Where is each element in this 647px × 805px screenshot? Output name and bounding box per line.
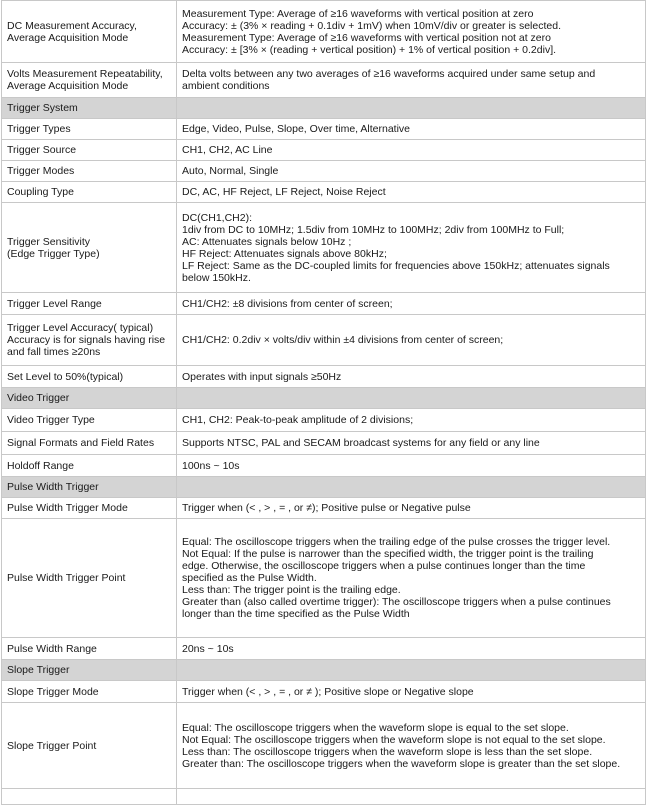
row-value: Delta volts between any two averages of ≥16 waveforms acquired under same setup and ambient conditions	[177, 63, 646, 98]
table-row	[2, 119, 646, 140]
row-value: DC(CH1,CH2): 1div from DC to 10MHz; 1.5div from 10MHz to 100MHz; 2div from 100MHz to Full; AC: Attenuates signals below 10Hz ; HF Reject: Attenuates signals above 80kHz; LF Reject: Same as the DC-coupled limits for frequencies above 150kHz; attenuates signals below 150kHz.	[177, 203, 646, 293]
row-label: Pulse Width Range	[2, 638, 177, 660]
row-label: Signal Formats and Field Rates	[2, 432, 177, 455]
section-spacer	[177, 98, 646, 119]
row-value: CH1, CH2: Peak-to-peak amplitude of 2 divisions;	[177, 409, 646, 432]
section-spacer	[177, 660, 646, 681]
row-label: Trigger Source	[2, 140, 177, 161]
row-value: Trigger when (< , > , = , or ≠ ); Positive slope or Negative slope	[177, 681, 646, 703]
section-spacer	[177, 388, 646, 409]
row-label: Trigger Modes	[2, 161, 177, 182]
row-value: Measurement Type: Average of ≥16 waveforms with vertical position at zero Accuracy: ± (3% × reading + 0.1div + 1mV) when 10mV/div or greater is selected. Measurement Type: Average of ≥16 waveforms with vertical position not at zero Accuracy: ± [3% × (reading + vertical position) + 1% of vertical position + 0.2div].	[177, 1, 646, 63]
row-value: Operates with input signals ≥50Hz	[177, 366, 646, 388]
table-row	[2, 293, 646, 315]
row-value: CH1, CH2, AC Line	[177, 140, 646, 161]
row-label: Pulse Width Trigger Point	[2, 519, 177, 638]
row-label: Volts Measurement Repeatability, Average Acquisition Mode	[2, 63, 177, 98]
section-header	[2, 388, 646, 409]
table-row	[2, 203, 646, 293]
row-label: Slope Trigger Point	[2, 703, 177, 789]
table-row	[2, 140, 646, 161]
table-row	[2, 432, 646, 455]
table-row	[2, 161, 646, 182]
row-value: Auto, Normal, Single	[177, 161, 646, 182]
row-value: Equal: The oscilloscope triggers when the waveform slope is equal to the set slope. Not Equal: The oscilloscope triggers when the waveform slope is not equal to the set slope. Less than: The oscilloscope triggers when the waveform slope is less than the set slope. Greater than: The oscilloscope triggers when the waveform slope is greater than the set slope.	[177, 703, 646, 789]
row-label: Trigger Types	[2, 119, 177, 140]
table-row	[2, 681, 646, 703]
table-row	[2, 409, 646, 432]
table-row	[2, 366, 646, 388]
row-label: Video Trigger Type	[2, 409, 177, 432]
table-row	[2, 789, 646, 805]
row-value: 100ns ~ 10s	[177, 455, 646, 477]
row-value: Supports NTSC, PAL and SECAM broadcast systems for any field or any line	[177, 432, 646, 455]
table-row	[2, 638, 646, 660]
row-label: Trigger Level Range	[2, 293, 177, 315]
table-row	[2, 182, 646, 203]
row-label: Holdoff Range	[2, 455, 177, 477]
spec-table-body	[2, 1, 646, 805]
row-value: Equal: The oscilloscope triggers when the trailing edge of the pulse crosses the trigger level. Not Equal: If the pulse is narrower than the specified width, the trigger point is the trailing edge. Otherwise, the oscilloscope triggers when a pulse continues longer than the time specified as the Pulse Width. Less than: The trigger point is the trailing edge. Greater than (also called overtime trigger): The oscilloscope triggers when a pulse continues longer than the time specified as the Pulse Width	[177, 519, 646, 638]
section-header	[2, 660, 646, 681]
row-label: Trigger Sensitivity (Edge Trigger Type)	[2, 203, 177, 293]
table-row	[2, 519, 646, 638]
section-title: Video Trigger	[2, 388, 177, 409]
row-label: Pulse Width Trigger Mode	[2, 498, 177, 519]
row-value: DC, AC, HF Reject, LF Reject, Noise Reject	[177, 182, 646, 203]
table-row	[2, 315, 646, 366]
section-header	[2, 477, 646, 498]
row-value: CH1/CH2: ±8 divisions from center of screen;	[177, 293, 646, 315]
row-value: Trigger when (< , > , = , or ≠); Positive pulse or Negative pulse	[177, 498, 646, 519]
table-row	[2, 498, 646, 519]
row-label: Trigger Level Accuracy( typical) Accuracy is for signals having rise and fall times ≥20ns	[2, 315, 177, 366]
section-spacer	[177, 477, 646, 498]
section-title: Trigger System	[2, 98, 177, 119]
row-value: 20ns ~ 10s	[177, 638, 646, 660]
row-value: Edge, Video, Pulse, Slope, Over time, Alternative	[177, 119, 646, 140]
row-label: Set Level to 50%(typical)	[2, 366, 177, 388]
table-row	[2, 703, 646, 789]
table-row	[2, 63, 646, 98]
table-row	[2, 1, 646, 63]
table-row	[2, 455, 646, 477]
row-label: Slope Trigger Mode	[2, 681, 177, 703]
spec-table	[1, 0, 646, 805]
section-header	[2, 98, 646, 119]
row-label: DC Measurement Accuracy, Average Acquisition Mode	[2, 1, 177, 63]
section-title: Slope Trigger	[2, 660, 177, 681]
row-label: Coupling Type	[2, 182, 177, 203]
row-value	[177, 789, 646, 805]
section-title: Pulse Width Trigger	[2, 477, 177, 498]
row-value: CH1/CH2: 0.2div × volts/div within ±4 divisions from center of screen;	[177, 315, 646, 366]
row-label	[2, 789, 177, 805]
